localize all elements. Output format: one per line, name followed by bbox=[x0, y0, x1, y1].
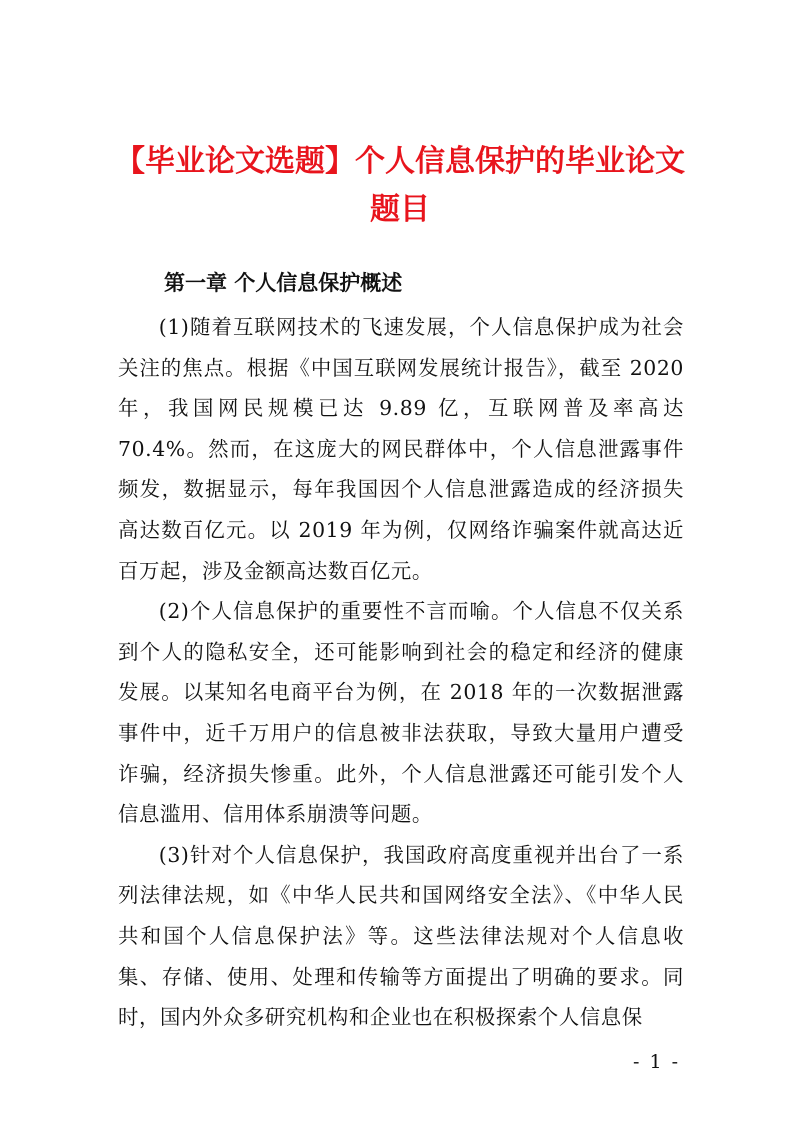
body-text bbox=[118, 307, 684, 1038]
paragraph-2: (2)个人信息保护的重要性不言而喻。个人信息不仅关系到个人的隐私安全，还可能影响到社会的稳定和经济的健康发展。以某知名电商平台为例，在 2018 年的一次数据泄露事件中，近千万用户的信息被非法获取，导致大量用户遭受诈骗，经济损失惨重。此外，个人信息泄露还可能引发个人信息滥用、信用体系崩溃等问题。 bbox=[118, 599, 684, 827]
chapter-heading: 第一章 个人信息保护概述 bbox=[164, 271, 403, 295]
document-title: 【毕业论文选题】个人信息保护的毕业论文题目 bbox=[115, 144, 685, 227]
page-number: - 1 - bbox=[632, 1051, 680, 1073]
paragraph-3: (3)针对个人信息保护，我国政府高度重视并出台了一系列法律法规，如《中华人民共和国网络安全法》、《中华人民共和国个人信息保护法》等。这些法律法规对个人信息收集、存储、使用、处理和传输等方面提出了明确的要求。同时，国内外众多研究机构和企业也在积极探索个人信息保 bbox=[118, 842, 684, 1030]
paragraph-1: (1)随着互联网技术的飞速发展，个人信息保护成为社会关注的焦点。根据《中国互联网发展统计报告》，截至 2020 年，我国网民规模已达 9.89 亿，互联网普及率高达 70.4%。然而，在这庞大的网民群体中，个人信息泄露事件频发，数据显示，每年我国因个人信息泄露造成的经济损失高达数百亿元。以 2019 年为例，仅网络诈骗案件就高达近百万起，涉及金额高达数百亿元。 bbox=[118, 315, 684, 583]
